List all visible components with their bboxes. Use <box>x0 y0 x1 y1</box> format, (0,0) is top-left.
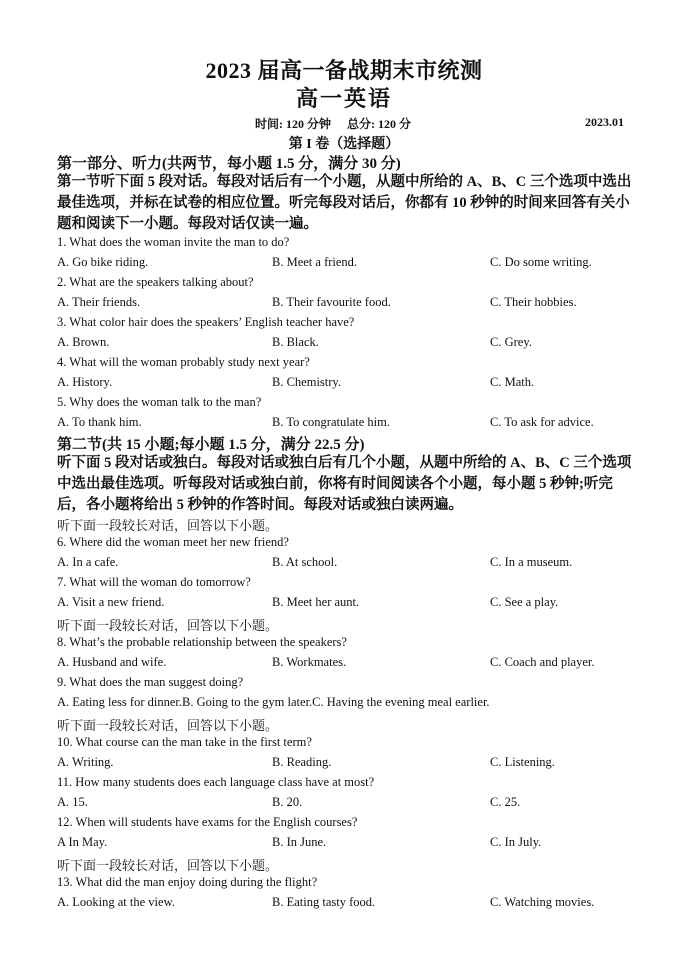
question-3: 3. What color hair does the speakers’ English teacher have? <box>57 315 355 329</box>
question-1-option-b: B. Meet a friend. <box>272 255 358 269</box>
question-6-option-c: C. In a museum. <box>490 555 573 569</box>
question-7-option-b: B. Meet her aunt. <box>272 595 360 609</box>
question-5: 5. Why does the woman talk to the man? <box>57 395 262 409</box>
question-6: 6. Where did the woman meet her new friend? <box>57 535 289 549</box>
question-5-option-a: A. To thank him. <box>57 415 142 429</box>
question-6-option-b: B. At school. <box>272 555 338 569</box>
question-3-option-a: A. Brown. <box>57 335 110 349</box>
question-4-option-a: A. History. <box>57 375 113 389</box>
dialogue-intro: 听下面一段较长对话，回答以下小题。 <box>57 518 279 533</box>
dialogue-intro: 听下面一段较长对话，回答以下小题。 <box>57 858 279 873</box>
question-12: 12. When will students have exams for the English courses? <box>57 815 358 829</box>
volume-heading: 第 I 卷（选择题） <box>288 137 400 152</box>
question-12-option-a: A In May. <box>57 835 108 849</box>
question-1-option-c: C. Do some writing. <box>490 255 592 269</box>
dialogue-intro: 听下面一段较长对话，回答以下小题。 <box>57 618 279 633</box>
question-6-option-a: A. In a cafe. <box>57 555 119 569</box>
question-1-option-a: A. Go bike riding. <box>57 255 149 269</box>
question-3-option-c: C. Grey. <box>490 335 532 349</box>
question-11-option-a: A. 15. <box>57 795 88 809</box>
question-11: 11. How many students does each language class have at most? <box>57 775 375 789</box>
question-8-option-c: C. Coach and player. <box>490 655 595 669</box>
question-9-options: A. Eating less for dinner.B. Going to the gym later.C. Having the evening meal earlier. <box>57 695 490 709</box>
exam-time: 时间: 120 分钟 <box>255 117 331 131</box>
exam-subject: 高一英语 <box>295 86 392 111</box>
question-12-option-b: B. In June. <box>272 835 327 849</box>
question-5-option-b: B. To congratulate him. <box>272 415 390 429</box>
question-12-option-c: C. In July. <box>490 835 542 849</box>
question-2-option-a: A. Their friends. <box>57 295 141 309</box>
question-2: 2. What are the speakers talking about? <box>57 275 254 289</box>
question-4-option-c: C. Math. <box>490 375 535 389</box>
dialogue-intro: 听下面一段较长对话，回答以下小题。 <box>57 718 279 733</box>
question-4: 4. What will the woman probably study next year? <box>57 355 310 369</box>
question-2-option-c: C. Their hobbies. <box>490 295 577 309</box>
question-8-option-a: A. Husband and wife. <box>57 655 167 669</box>
question-11-option-b: B. 20. <box>272 795 303 809</box>
question-13-option-a: A. Looking at the view. <box>57 895 175 909</box>
question-4-option-b: B. Chemistry. <box>272 375 341 389</box>
question-7-option-c: C. See a play. <box>490 595 559 609</box>
question-3-option-b: B. Black. <box>272 335 319 349</box>
question-13: 13. What did the man enjoy doing during the flight? <box>57 875 318 889</box>
exam-title: 2023 届高一备战期末市统测 <box>205 58 483 83</box>
question-9: 9. What does the man suggest doing? <box>57 675 244 689</box>
question-11-option-c: C. 25. <box>490 795 521 809</box>
question-10: 10. What course can the man take in the first term? <box>57 735 312 749</box>
question-13-option-b: B. Eating tasty food. <box>272 895 376 909</box>
question-10-option-b: B. Reading. <box>272 755 332 769</box>
question-10-option-a: A. Writing. <box>57 755 114 769</box>
question-1: 1. What does the woman invite the man to do? <box>57 235 290 249</box>
question-8-option-b: B. Workmates. <box>272 655 347 669</box>
question-8: 8. What’s the probable relationship between the speakers? <box>57 635 347 649</box>
question-5-option-c: C. To ask for advice. <box>490 415 594 429</box>
question-7-option-a: A. Visit a new friend. <box>57 595 165 609</box>
section2-heading: 第二节(共 15 小题;每小题 1.5 分，满分 22.5 分) <box>57 437 365 453</box>
section1-instructions: 第一节听下面 5 段对话。每段对话后有一个小题，从题中所给的 A、B、C 三个选项中选出最佳选项，并标在试卷的相应位置。听完每段对话后，你都有 10 秒钟的时间来回答有关小题和阅读下一小题。每段对话仅读一遍。 <box>57 174 632 232</box>
part1-heading: 第一部分、听力(共两节，每小题 1.5 分，满分 30 分) <box>57 156 401 172</box>
question-7: 7. What will the woman do tomorrow? <box>57 575 251 589</box>
question-2-option-b: B. Their favourite food. <box>272 295 391 309</box>
exam-date: 2023.01 <box>585 115 624 129</box>
question-10-option-c: C. Listening. <box>490 755 555 769</box>
question-13-option-c: C. Watching movies. <box>490 895 595 909</box>
section2-instructions: 听下面 5 段对话或独白。每段对话或独白后有几个小题，从题中所给的 A、B、C 三个选项中选出最佳选项。听每段对话或独白前，你将有时间阅读各个小题，每小题 5 秒钟;听完后，各小题将给出 5 秒钟的作答时间。每段对话或独白读两遍。 <box>57 455 632 513</box>
exam-score: 总分: 120 分 <box>347 117 411 131</box>
